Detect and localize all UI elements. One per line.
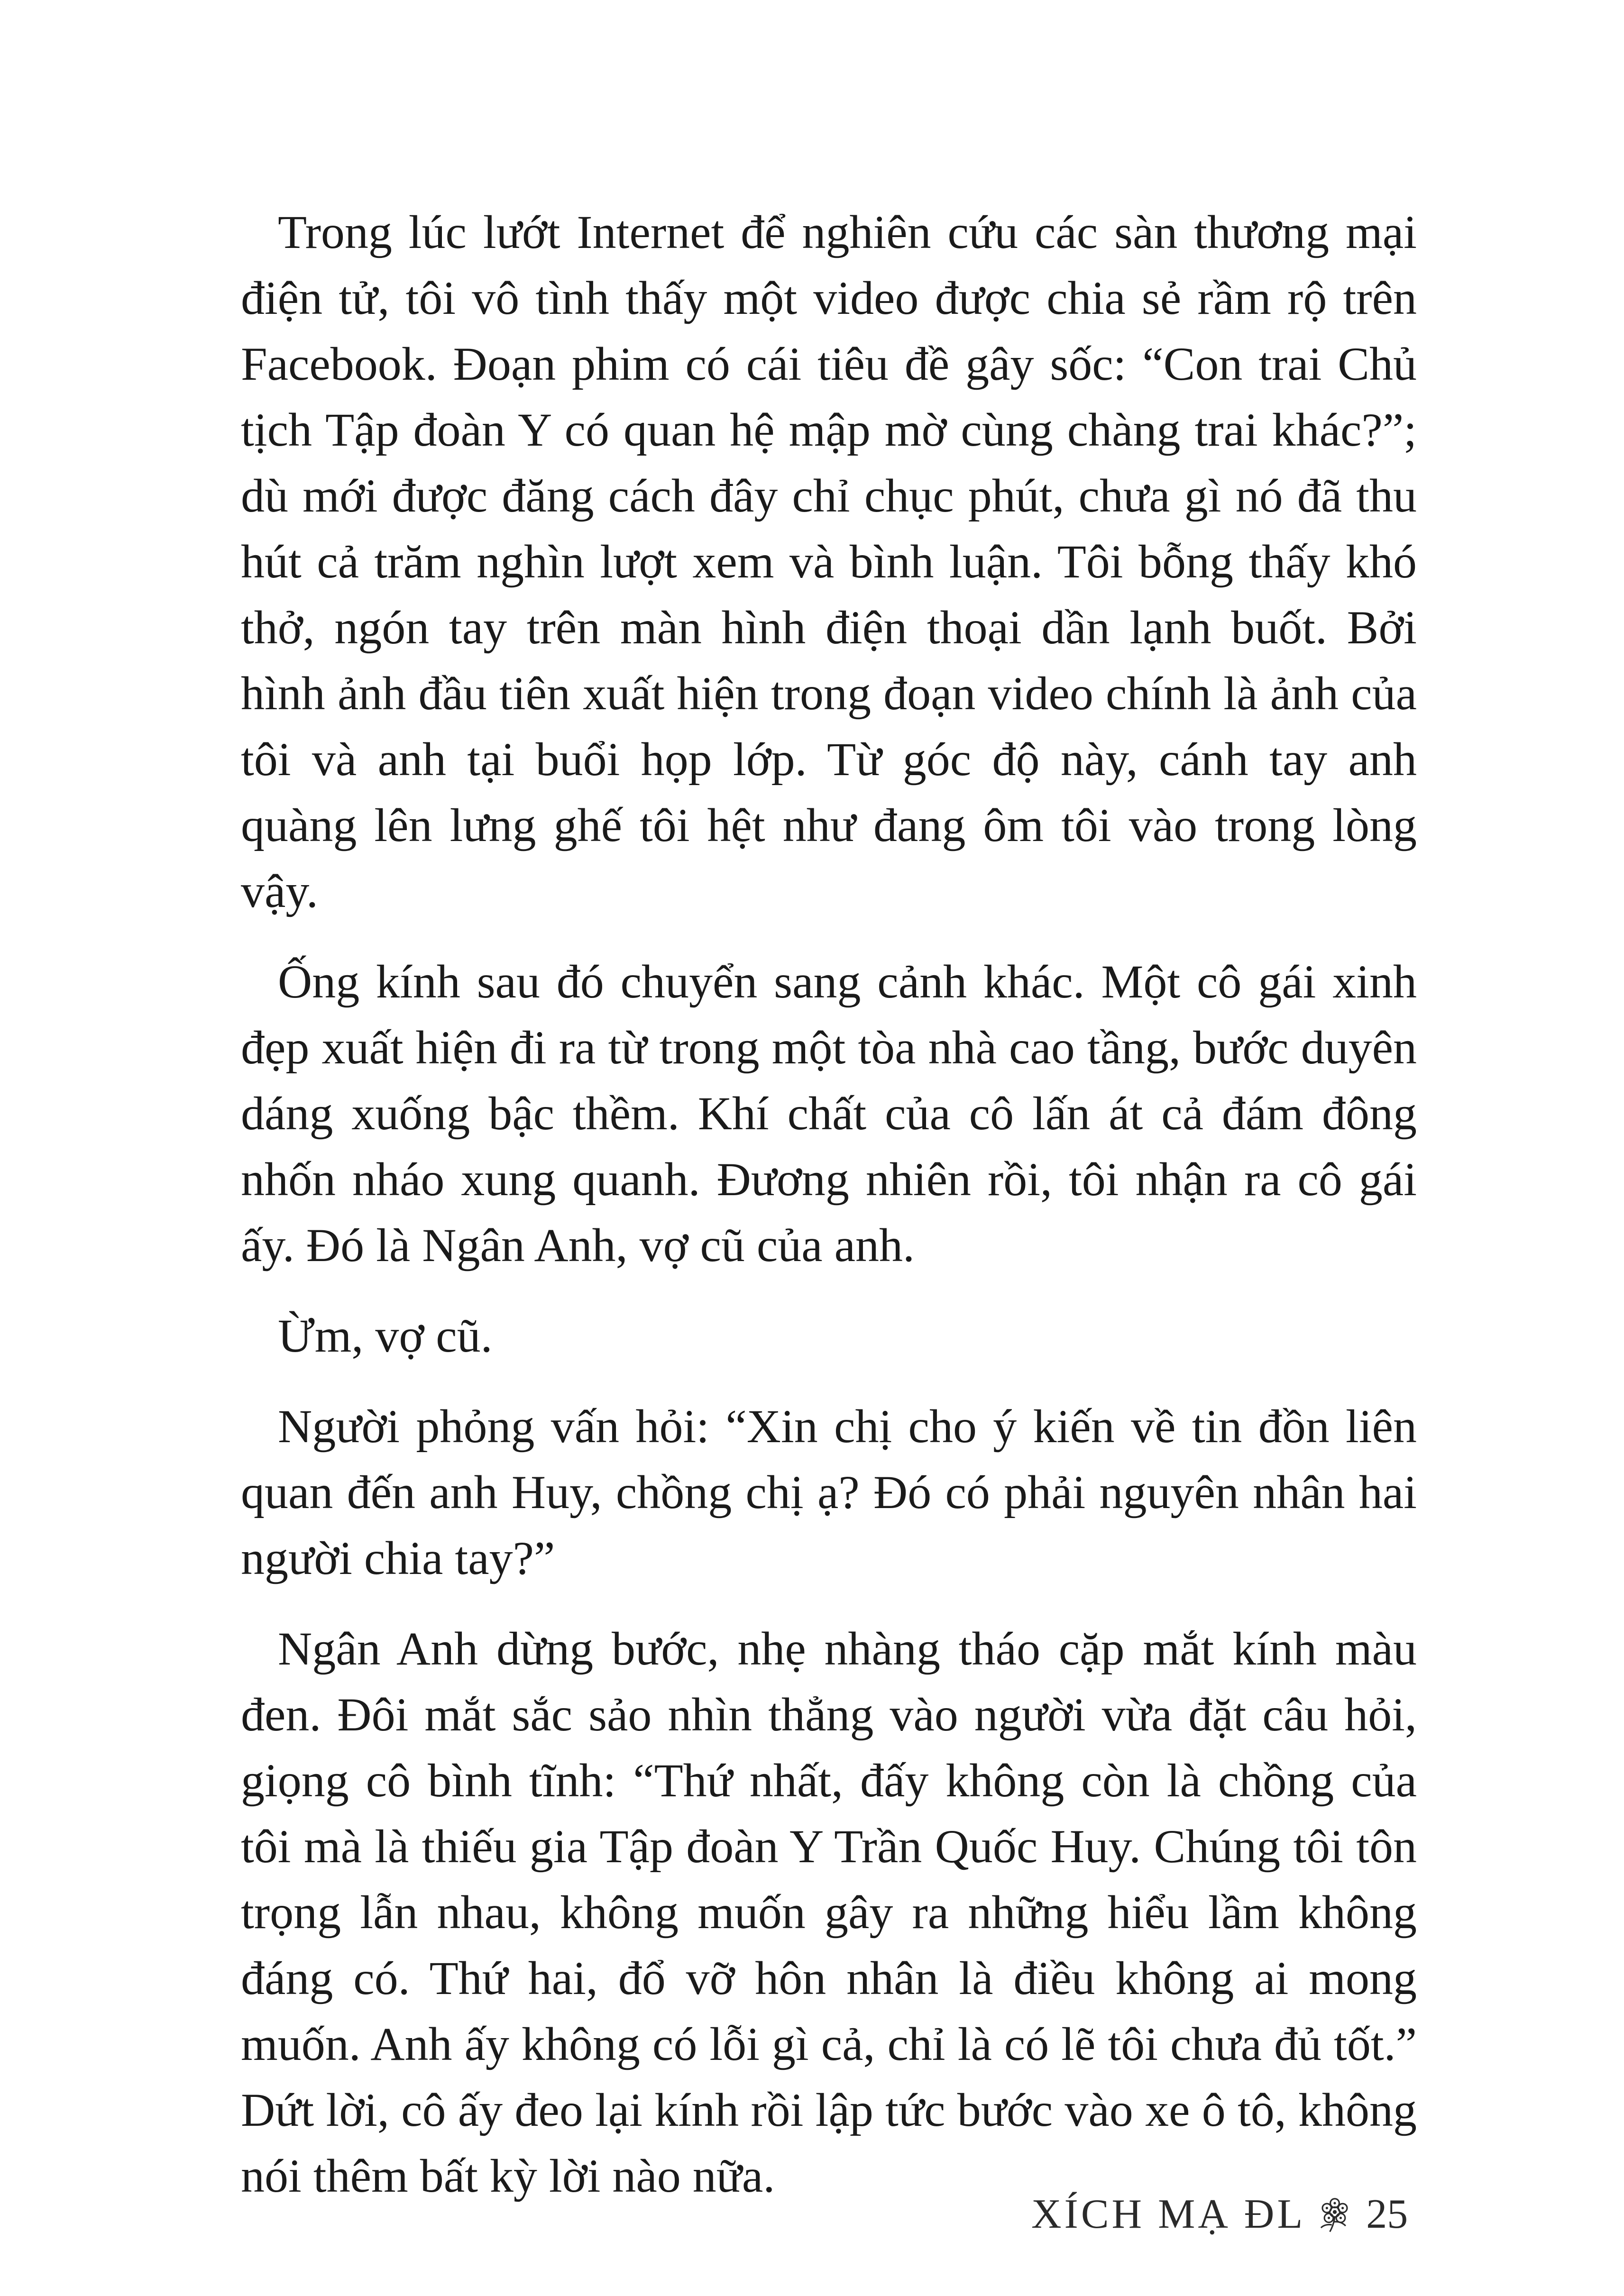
paragraph: Người phỏng vấn hỏi: “Xin chị cho ý kiến về tin đồn liên quan đến anh Huy, chồng chị ạ? Đó có phải nguyên nhân hai người chia tay?” bbox=[241, 1400, 1417, 1584]
body-text bbox=[241, 199, 1417, 2233]
page-footer bbox=[1031, 2181, 1430, 2247]
paragraph: Ngân Anh dừng bước, nhẹ nhàng tháo cặp mắt kính màu đen. Đôi mắt sắc sảo nhìn thẳng vào người vừa đặt câu hỏi, giọng cô bình tĩnh: “Thứ nhất, đấy không còn là chồng của tôi mà là thiếu gia Tập đoàn Y Trần Quốc Huy. Chúng tôi tôn trọng lẫn nhau, không muốn gây ra những hiểu lầm không đáng có. Thứ hai, đổ vỡ hôn nhân là điều không ai mong muốn. Anh ấy không có lỗi gì cả, chỉ là có lẽ tôi chưa đủ tốt.” Dứt lời, cô ấy đeo lại kính rồi lập tức bước vào xe ô tô, không nói thêm bất kỳ lời nào nữa. bbox=[241, 1622, 1417, 2202]
paragraph: Trong lúc lướt Internet để nghiên cứu các sàn thương mại điện tử, tôi vô tình thấy một video được chia sẻ rầm rộ trên Facebook. Đoạn phim có cái tiêu đề gây sốc: “Con trai Chủ tịch Tập đoàn Y có quan hệ mập mờ cùng chàng trai khác?”; dù mới được đăng cách đây chỉ chục phút, chưa gì nó đã thu hút cả trăm nghìn lượt xem và bình luận. Tôi bỗng thấy khó thở, ngón tay trên màn hình điện thoại dần lạnh buốt. Bởi hình ảnh đầu tiên xuất hiện trong đoạn video chính là ảnh của tôi và anh tại buổi họp lớp. Từ góc độ này, cánh tay anh quàng lên lưng ghế tôi hệt như đang ôm tôi vào trong lòng vậy. bbox=[241, 206, 1417, 917]
page-number: 25 bbox=[1366, 2191, 1408, 2237]
flower-ornament-icon bbox=[1310, 2189, 1359, 2239]
publisher-brand: XÍCH MẠ ĐL bbox=[1031, 2191, 1306, 2237]
paragraph: Ừm, vợ cũ. bbox=[278, 1309, 493, 1362]
paragraph: Ống kính sau đó chuyển sang cảnh khác. Một cô gái xinh đẹp xuất hiện đi ra từ trong một tòa nhà cao tầng, bước duyên dáng xuống bậc thềm. Khí chất của cô lấn át cả đám đông nhốn nháo xung quanh. Đương nhiên rồi, tôi nhận ra cô gái ấy. Đó là Ngân Anh, vợ cũ của anh. bbox=[241, 955, 1417, 1271]
